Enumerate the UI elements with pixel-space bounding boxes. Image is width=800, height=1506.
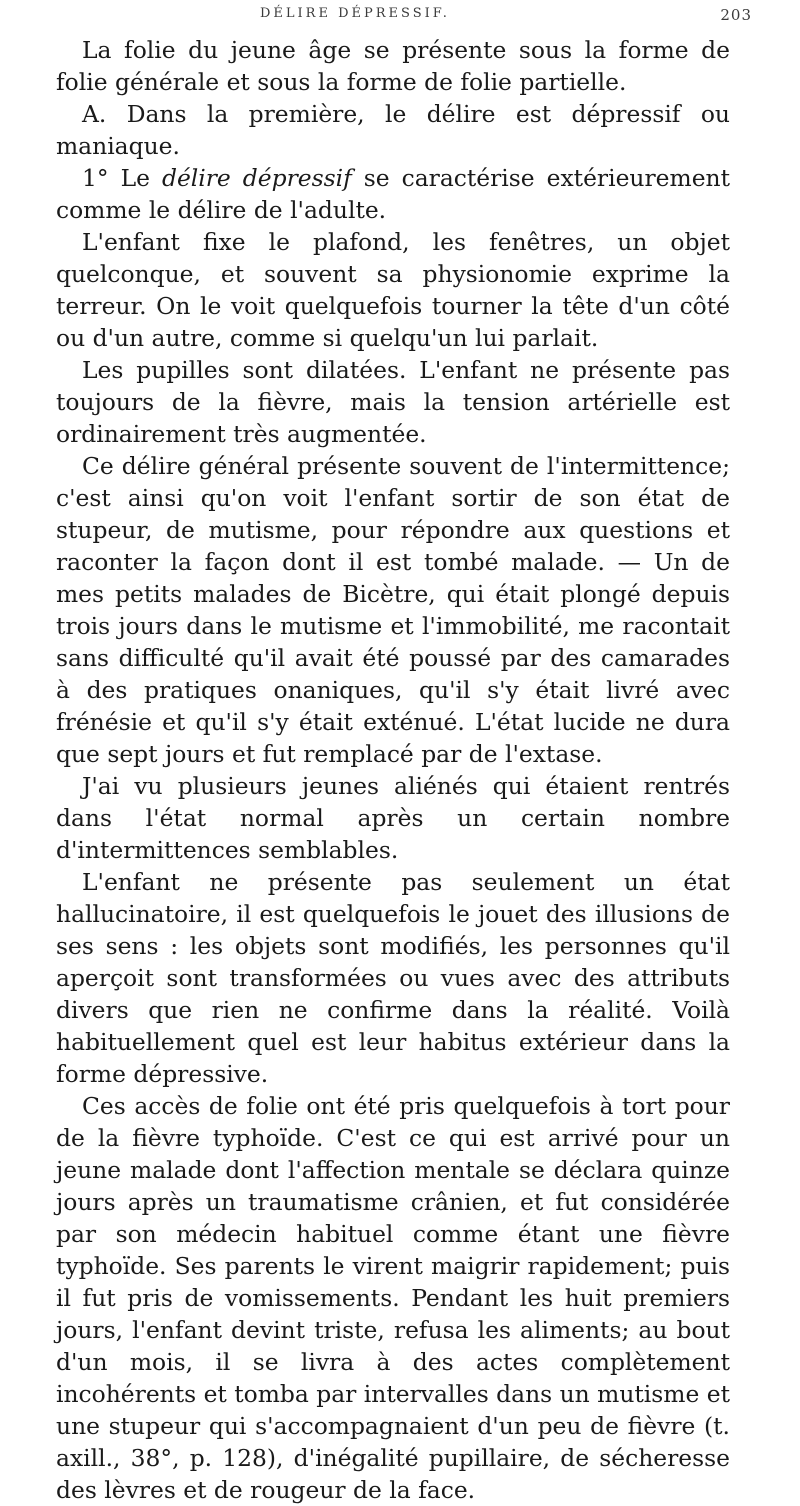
page-number: 203 (720, 6, 752, 24)
emphasis-term: délire dépressif (161, 164, 352, 192)
paragraph: J'ai vu plusieurs jeunes aliénés qui étaient rentrés dans l'état normal après un certain nombre d'intermittences semblables. (56, 772, 730, 864)
paragraph: La folie du jeune âge se présente sous la forme de folie générale et sous la forme de folie partielle. (56, 36, 730, 96)
paragraph: L'enfant ne présente pas seulement un état hallucinatoire, il est quelquefois le jouet des illusions de ses sens : les objets sont modifiés, les personnes qu'il aperçoit sont transformées ou vues avec des attributs divers que rien ne confirme dans la réalité. Voilà habituellement quel est leur habitus extérieur dans la forme dépressive. (56, 868, 730, 1088)
body-text (56, 34, 730, 1506)
paragraph-suffix: se caractérise extérieurement comme le délire de l'adulte. (56, 164, 730, 224)
running-head (56, 6, 752, 28)
paragraph: Les pupilles sont dilatées. L'enfant ne présente pas toujours de la fièvre, mais la tension artérielle est ordinairement très augmentée. (56, 356, 730, 448)
paragraph: L'enfant fixe le plafond, les fenêtres, un objet quelconque, et souvent sa physionomie exprime la terreur. On le voit quelquefois tourner la tête d'un côté ou d'un autre, comme si quelqu'un lui parlait. (56, 228, 730, 352)
running-title: DÉLIRE DÉPRESSIF. (260, 6, 450, 21)
paragraph: Ce délire général présente souvent de l'intermittence; c'est ainsi qu'on voit l'enfant sortir de son état de stupeur, de mutisme, pour répondre aux questions et raconter la façon dont il est tombé malade. — Un de mes petits malades de Bicètre, qui était plongé depuis trois jours dans le mutisme et l'immobilité, me racontait sans difficulté qu'il avait été poussé par des camarades à des pratiques onaniques, qu'il s'y était livré avec frénésie et qu'il s'y était exténué. L'état lucide ne dura que sept jours et fut remplacé par de l'extase. (56, 452, 730, 768)
paragraph: A. Dans la première, le délire est dépressif ou maniaque. (56, 100, 730, 160)
paragraph-prefix: 1° Le (82, 164, 162, 192)
paragraph: Ces accès de folie ont été pris quelquefois à tort pour de la fièvre typhoïde. C'est ce qui est arrivé pour un jeune malade dont l'affection mentale se déclara quinze jours après un traumatisme crânien, et fut considérée par son médecin habituel comme étant une fièvre typhoïde. Ses parents le virent maigrir rapidement; puis il fut pris de vomissements. Pendant les huit premiers jours, l'enfant devint triste, refusa les aliments; au bout d'un mois, il se livra à des actes complètement incohérents et tomba par intervalles dans un mutisme et une stupeur qui s'accompagnaient d'un peu de fièvre (t. axill., 38°, p. 128), d'inégalité pupillaire, de sécheresse des lèvres et de rougeur de la face. (56, 1092, 730, 1504)
paragraph (56, 162, 730, 226)
